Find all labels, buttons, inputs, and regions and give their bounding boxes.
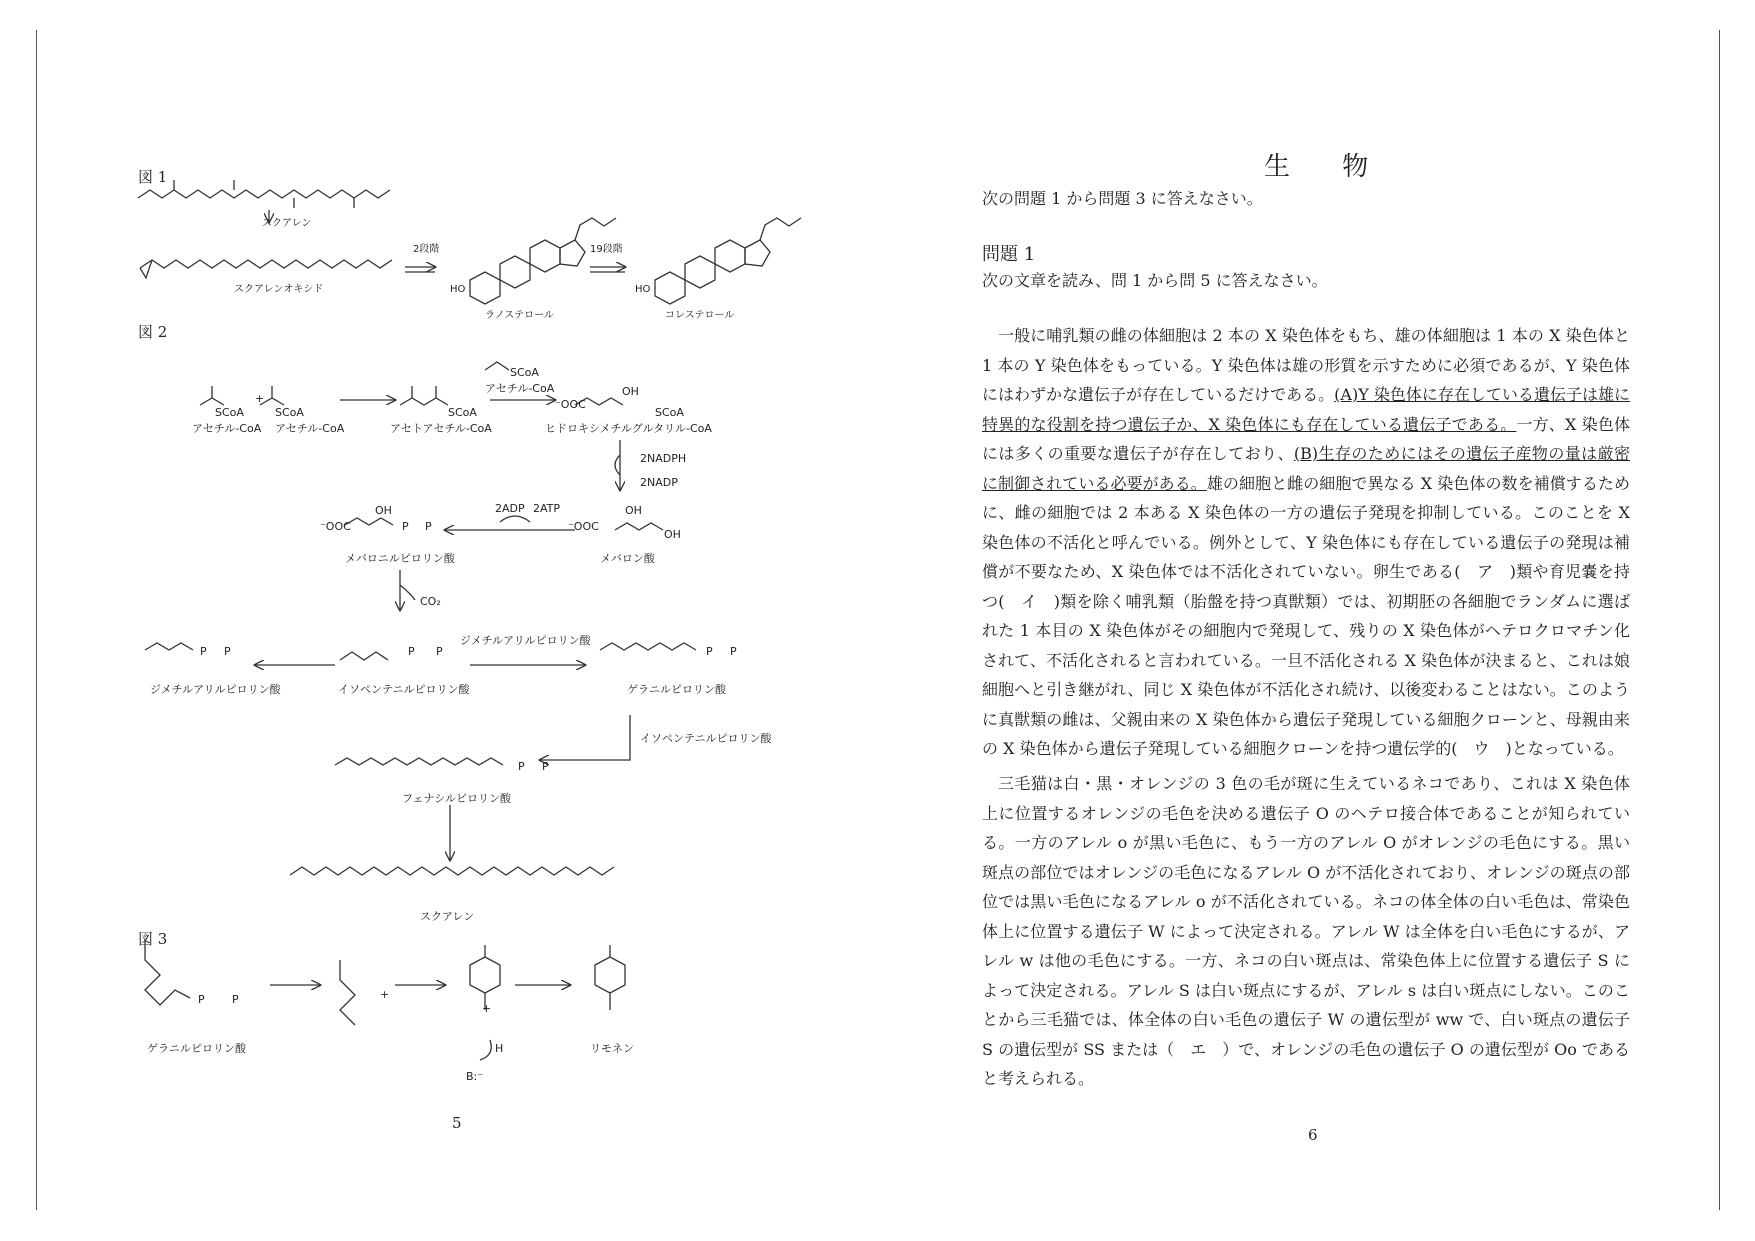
label-p-2: P xyxy=(425,520,432,533)
label-p-5: P xyxy=(200,645,207,658)
label-ipp-arrow: イソペンテニルピロリン酸 xyxy=(640,732,772,745)
label-scoa-1: SCoA xyxy=(215,406,244,419)
label-p-10: P xyxy=(542,760,549,773)
underlined-passage-b: (B)生存のためにはその遺伝子産物の量は厳密に制御されている必要がある。 xyxy=(982,444,1630,493)
label-nadp: 2NADP xyxy=(640,476,678,489)
label-oh-3: OH xyxy=(664,528,681,541)
squalene-structure-fig2 xyxy=(290,867,614,875)
paragraph-2: 三毛猫は白・黒・オレンジの 3 色の毛が斑に生えているネコであり、これは X 染色体上に位置するオレンジの毛色を決める遺伝子 O のヘテロ接合体であることが知られている。一方のアレル o が黒い毛色に、もう一方のアレル O がオレンジの毛色にする。黒い斑点の部位ではオレンジの毛色になるアレル O が不活化されており、オレンジの斑点の部位では黒い毛色になるアレル o が不活化されている。ネコの体全体の白い毛色は、常染色体上に位置する遺伝子 W によって決定される。アレル W は全体を白い毛色にするが、アレル w は他の毛色にする。一方、ネコの白い斑点は、常染色体上に位置する遺伝子 S によって決定される。アレル S は白い斑点にするが、アレル s は白い斑点にしない。このことから三毛猫では、体全体の白い毛色の遺伝子 W の遺伝型が ww で、白い斑点の遺伝子 S の遺伝型が SS または（ エ ）で、オレンジの毛色の遺伝子 O の遺伝型が Oo であると考えられる。 xyxy=(982,774,1630,1088)
label-scoa-2: SCoA xyxy=(275,406,304,419)
label-oh-4: OH xyxy=(375,504,392,517)
label-limonene: リモネン xyxy=(590,1042,634,1055)
paragraph-1-post: 雄の細胞と雌の細胞で異なる X 染色体の数を補償するために、雌の細胞では 2 本ある X 染色体の一方の遺伝子発現を抑制している。このことを X 染色体の不活化と呼んでいる。例外として、Y 染色体にも存在している遺伝子の発現は補償が不要なため、X 染色体では不活化されていない。卵生である( ア )類や育児嚢を持つ( イ )類を除く哺乳類（胎盤を持つ真獣類）では、初期胚の各細胞でランダムに選ばれた 1 本目の X 染色体がその細胞内で発現して、残りの X 染色体がヘテロクロマチン化されて、不活化されると言われている。一旦不活化される X 染色体が決まると、これは娘細胞へと引き継がれ、同じ X 染色体が不活化され続け、以後変わることはない。このように真獣類の雌は、父親由来の X 染色体から遺伝子発現している細胞クローンと、母親由来の X 染色体から遺伝子発現している細胞クローンを持つ遺伝学的( ウ )となっている。 xyxy=(982,473,1630,758)
question-1-instructions: 次の文章を読み、問 1 から問 5 に答えなさい。 xyxy=(982,271,1328,290)
label-p-11: P xyxy=(198,993,205,1006)
lanosterol-structure xyxy=(470,218,616,304)
label-squalene-oxide: スクアレンオキシド xyxy=(234,284,324,295)
label-squalene-fig1: スクアレン xyxy=(262,218,312,229)
label-dmapp-arrow: ジメチルアリルピロリン酸 xyxy=(460,634,591,647)
label-ooc-3: ⁻OOC xyxy=(320,520,351,533)
label-ipp: イソペンテニルピロリン酸 xyxy=(338,683,470,696)
label-p-3: P xyxy=(408,645,415,658)
label-scoa-3: SCoA xyxy=(448,406,477,419)
label-acetyl-coa-2: アセチル-CoA xyxy=(275,422,345,435)
label-p-6: P xyxy=(224,645,231,658)
main-instructions: 次の問題 1 から問題 3 に答えなさい。 xyxy=(982,189,1263,208)
label-mevalonate: メバロン酸 xyxy=(600,552,655,565)
label-oh-1: OH xyxy=(622,385,639,398)
label-step2: 2段階 xyxy=(413,244,440,255)
figure-3-label: 図 3 xyxy=(138,930,168,948)
underlined-passage-a: (A)Y 染色体に存在している遺伝子は雄に特異的な役割を持つ遺伝子か、X 染色体にも存在している遺伝子である。 xyxy=(982,385,1630,434)
label-scoa-4: SCoA xyxy=(510,366,539,379)
label-gpp-fig3: ゲラニルピロリン酸 xyxy=(147,1042,246,1055)
label-step19: 19段階 xyxy=(590,244,623,255)
label-p-9: P xyxy=(518,760,525,773)
figure-1-label: 図 1 xyxy=(138,168,168,186)
label-oh-2: OH xyxy=(625,504,642,517)
label-atp: 2ATP xyxy=(533,502,561,515)
label-adp: 2ADP xyxy=(495,502,525,515)
label-p-12: P xyxy=(232,993,239,1006)
label-lanosterol: ラノステロール xyxy=(485,310,554,321)
label-p-8: P xyxy=(730,645,737,658)
label-co2: CO₂ xyxy=(420,595,441,608)
label-scoa-5: SCoA xyxy=(655,406,684,419)
page-number-left: 5 xyxy=(452,1114,462,1132)
label-fpp: フェナシルピロリン酸 xyxy=(402,792,511,805)
label-acetyl-coa-1: アセチル-CoA xyxy=(192,422,262,435)
label-squalene-fig2: スクアレン xyxy=(420,910,475,923)
label-mevalonyl-pp: メバロニルピロリン酸 xyxy=(345,552,455,565)
label-plus-fig3-2: + xyxy=(482,1002,492,1015)
label-p-7: P xyxy=(706,645,713,658)
label-plus: + xyxy=(255,392,265,405)
label-p-4: P xyxy=(436,645,443,658)
figure-2-label: 図 2 xyxy=(138,323,168,341)
page-title: 生 物 xyxy=(1264,152,1391,182)
right-page-edge xyxy=(1719,30,1720,1210)
paragraph-1-pre: 一般に哺乳類の雌の体細胞は 2 本の X 染色体をもち、雄の体細胞は 1 本の X 染色体と 1 本の Y 染色体をもっている。Y 染色体は雄の形質を示すために必須であるが、Y 染色体にはわずかな遺伝子が存在しているだけである。 xyxy=(982,326,1630,404)
label-acetyl-coa-3: アセチル-CoA xyxy=(485,382,555,395)
question-1-title: 問題 1 xyxy=(982,244,1036,265)
label-gpp: ゲラニルピロリン酸 xyxy=(627,683,726,696)
gpp-structure-fig3 xyxy=(145,940,190,1005)
squalene-structure xyxy=(138,190,390,198)
paragraph-1-mid: 一方、X 染色体には多くの重要な遺伝子が存在しており、 xyxy=(982,414,1630,463)
label-ooc-1: ⁻OOC xyxy=(555,398,586,411)
label-ooc-2: ⁻OOC xyxy=(568,520,599,533)
limonene-structure xyxy=(595,957,625,993)
label-h: H xyxy=(495,1042,504,1055)
label-plus-fig3-1: + xyxy=(380,988,390,1001)
label-ho-2: HO xyxy=(635,284,651,295)
page-number-right: 6 xyxy=(1308,1126,1318,1144)
label-base: B:⁻ xyxy=(466,1070,484,1083)
label-dmapp: ジメチルアリルピロリン酸 xyxy=(150,683,281,696)
paragraph-1 xyxy=(982,321,1630,764)
squalene-oxide-structure xyxy=(140,260,392,268)
label-cholesterol: コレステロール xyxy=(665,310,735,321)
cholesterol-structure xyxy=(655,218,801,304)
label-acetoacetyl-coa: アセトアセチル-CoA xyxy=(390,422,492,435)
label-ho-1: HO xyxy=(450,284,466,295)
label-hmg-coa: ヒドロキシメチルグルタリル-CoA xyxy=(545,422,712,435)
label-nadph: 2NADPH xyxy=(640,452,687,465)
label-p-1: P xyxy=(402,520,409,533)
